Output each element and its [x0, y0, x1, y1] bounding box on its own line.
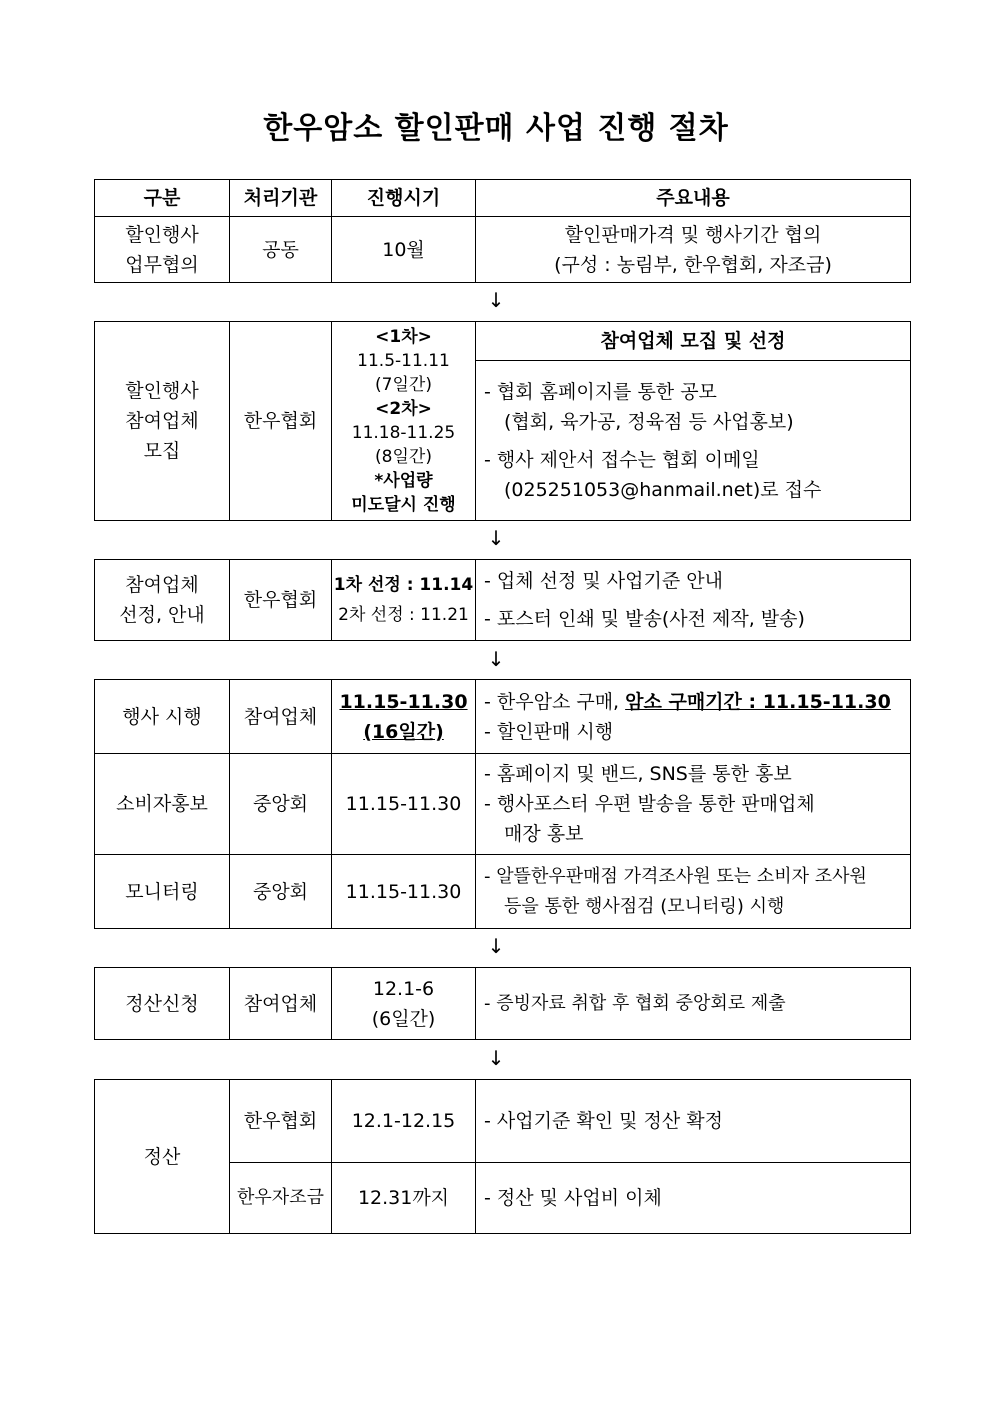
header-agency: 처리기관 — [230, 180, 332, 217]
agency-cell: 공동 — [230, 217, 332, 283]
table-settlement — [94, 1079, 911, 1234]
content-cell: - 홈페이지 및 밴드, SNS를 통한 홍보 - 행사포스터 우편 발송을 통한 판매업체 매장 홍보 — [476, 754, 911, 855]
category-cell: 참여업체 선정, 안내 — [95, 560, 230, 641]
flow-arrow: ↓ — [487, 647, 505, 671]
agency-cell: 참여업체 — [230, 968, 332, 1040]
category-cell: 행사 시행 — [95, 680, 230, 754]
content-cell: 할인판매가격 및 행사기간 협의 (구성 : 농림부, 한우협회, 자조금) — [476, 217, 911, 283]
content-cell: - 사업기준 확인 및 정산 확정 — [476, 1080, 911, 1163]
table-header-and-consultation — [94, 179, 911, 283]
period-cell: 1차 선정 : 11.14 2차 선정 : 11.21 — [332, 560, 476, 641]
period-cell: 11.15-11.30 (16일간) — [332, 680, 476, 754]
content-cell: - 협회 홈페이지를 통한 공모 (협회, 육가공, 정육점 등 사업홍보) - 행사 제안서 접수는 협회 이메일 (025251053@hanmail.net)로 접수 — [476, 361, 911, 521]
agency-cell: 참여업체 — [230, 680, 332, 754]
content-cell: - 한우암소 구매, 암소 구매기간 : 11.15-11.30 - 할인판매 시행 — [476, 680, 911, 754]
flow-arrow: ↓ — [487, 526, 505, 550]
category-cell: 소비자홍보 — [95, 754, 230, 855]
flow-arrow: ↓ — [487, 288, 505, 312]
content-cell: - 알뜰한우판매점 가격조사원 또는 소비자 조사원 등을 통한 행사점검 (모니터링) 시행 — [476, 855, 911, 929]
flow-arrow: ↓ — [487, 934, 505, 958]
content-cell: - 정산 및 사업비 이체 — [476, 1163, 911, 1234]
period-cell: 10월 — [332, 217, 476, 283]
table-row — [95, 680, 911, 754]
agency-cell: 중앙회 — [230, 855, 332, 929]
period-cell: <1차> 11.5-11.11 (7일간) <2차> 11.18-11.25 (8일간) *사업량 미도달시 진행 — [332, 322, 476, 521]
table-row — [95, 1080, 911, 1163]
period-cell: 12.31까지 — [332, 1163, 476, 1234]
category-cell: 정산신청 — [95, 968, 230, 1040]
period-cell: 12.1-6 (6일간) — [332, 968, 476, 1040]
table-recruitment — [94, 321, 911, 521]
period-cell: 11.15-11.30 — [332, 855, 476, 929]
table-settlement-request — [94, 967, 911, 1040]
table-selection — [94, 559, 911, 641]
header-period: 진행시기 — [332, 180, 476, 217]
table-row — [95, 217, 911, 283]
table-header-row — [95, 180, 911, 217]
page-title: 한우암소 할인판매 사업 진행 절차 — [263, 111, 729, 146]
content-cell: - 증빙자료 취합 후 협회 중앙회로 제출 — [476, 968, 911, 1040]
flow-arrow: ↓ — [487, 1046, 505, 1070]
header-content: 주요내용 — [476, 180, 911, 217]
agency-cell: 한우자조금 — [230, 1163, 332, 1234]
table-row — [95, 855, 911, 929]
period-cell: 11.15-11.30 — [332, 754, 476, 855]
category-cell: 모니터링 — [95, 855, 230, 929]
table-row — [95, 754, 911, 855]
agency-cell: 한우협회 — [230, 560, 332, 641]
category-cell: 할인행사 참여업체 모집 — [95, 322, 230, 521]
agency-cell: 한우협회 — [230, 322, 332, 521]
header-category: 구분 — [95, 180, 230, 217]
content-title: 참여업체 모집 및 선정 — [476, 322, 911, 361]
table-event — [94, 679, 911, 929]
category-cell: 정산 — [95, 1080, 230, 1234]
content-cell: - 업체 선정 및 사업기준 안내 - 포스터 인쇄 및 발송(사전 제작, 발송) — [476, 560, 911, 641]
agency-cell: 중앙회 — [230, 754, 332, 855]
agency-cell: 한우협회 — [230, 1080, 332, 1163]
category-cell: 할인행사 업무협의 — [95, 217, 230, 283]
period-cell: 12.1-12.15 — [332, 1080, 476, 1163]
